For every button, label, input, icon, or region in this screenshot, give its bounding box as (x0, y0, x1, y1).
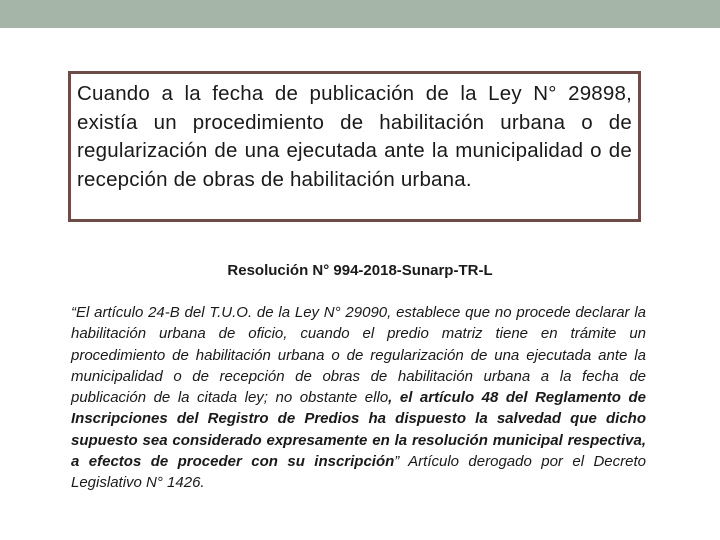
quote-bold: , el artículo 48 del Reglamento de Inscripciones del Registro de Predios ha dispuesto la salvedad que dicho supuesto sea considerado expresamente en la resolución municipal respectiva, a efectos de proceder con su inscripción (71, 389, 646, 471)
highlighted-box (68, 71, 641, 222)
quote-part1: “El artículo 24-B del T.U.O. de la Ley N° 29090, establece que no procede declarar la habilitación urbana de oficio, cuando el predio matriz tiene en trámite un procedimiento de habilitación urbana o de regularización de una ejecutada ante la municipalidad o de recepción de obras de habilitación urbana a la fecha de publicación de la citada ley; no obstante ello (71, 304, 646, 407)
header-bar (0, 0, 720, 28)
quote-paragraph (71, 302, 646, 494)
resolution-heading: Resolución N° 994-2018-Sunarp-TR-L (227, 262, 493, 279)
box-text: Cuando a la fecha de publicación de la Ley N° 29898, existía un procedimiento de habilitación urbana o de regularización de una ejecutada ante la municipalidad o de recepción de obras de habilitación urbana. (77, 82, 632, 191)
quote-part2: ” Artículo derogado por el Decreto Legislativo N° 1426. (71, 453, 646, 492)
